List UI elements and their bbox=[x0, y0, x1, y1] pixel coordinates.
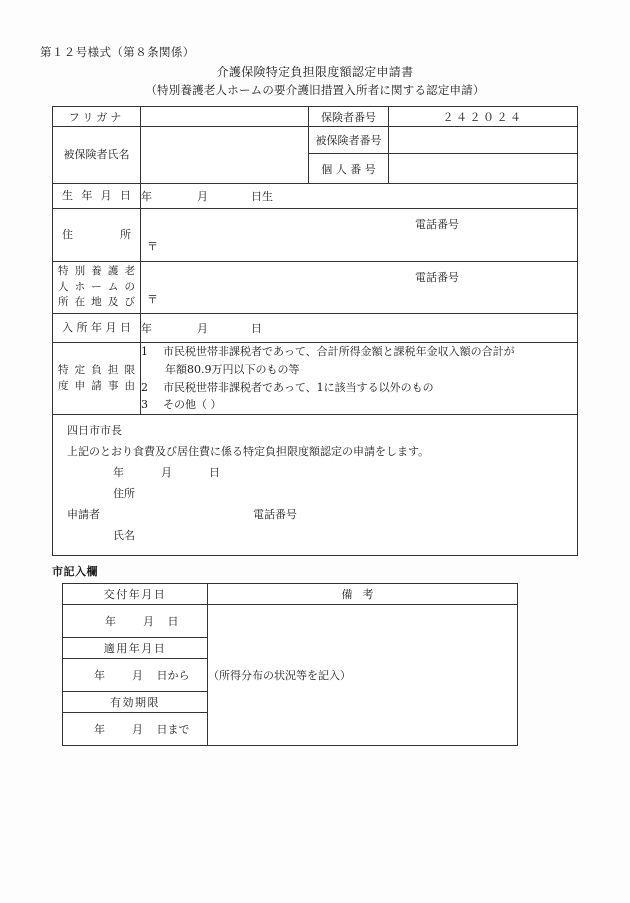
admission-year: 年 bbox=[141, 322, 152, 335]
admission-day: 日 bbox=[251, 322, 262, 335]
insured-number-boxes[interactable] bbox=[389, 127, 578, 154]
table-row-facility bbox=[53, 262, 578, 314]
expiry-date-input[interactable] bbox=[63, 713, 208, 746]
expiry-month: 月 bbox=[132, 723, 143, 736]
reason-option-1[interactable] bbox=[141, 343, 577, 361]
table-row-insured-number bbox=[53, 127, 578, 154]
reason-2-number: 2 bbox=[141, 380, 148, 394]
declaration-addressee: 四日市市長 bbox=[67, 424, 122, 438]
applicant-row bbox=[67, 505, 569, 526]
form-number: 第１２号様式（第８条関係） bbox=[40, 45, 195, 59]
issue-date-month: 月 bbox=[143, 615, 154, 628]
facility-label: 特別養護老 人ホームの 所在地及び bbox=[53, 262, 141, 314]
table-row-issue-header bbox=[63, 584, 518, 605]
address-input[interactable] bbox=[141, 209, 578, 262]
postal-mark-icon: 〒 bbox=[147, 240, 158, 253]
personal-number-label: 個 人 番 号 bbox=[309, 154, 389, 184]
reason-3-number: 3 bbox=[141, 398, 148, 412]
applicant-name-label: 氏名 bbox=[113, 528, 135, 542]
page-title: 介護保険特定負担限度額認定申請書 bbox=[216, 65, 414, 79]
insurer-number-value: ２４２０２４ bbox=[389, 107, 578, 127]
insured-name-input[interactable] bbox=[141, 127, 309, 184]
apply-date-day: 日から bbox=[156, 669, 190, 682]
applicant-tel-label: 電話番号 bbox=[253, 507, 297, 521]
admission-date-input[interactable] bbox=[141, 314, 578, 343]
issue-date-input[interactable] bbox=[63, 605, 208, 638]
table-row-reason bbox=[53, 343, 578, 415]
admission-month: 月 bbox=[197, 322, 208, 335]
applicant-label: 申請者 bbox=[67, 507, 100, 521]
issue-date-day: 日 bbox=[167, 615, 179, 628]
expiry-header: 有効期限 bbox=[63, 692, 208, 713]
facility-tel-label: 電話番号 bbox=[415, 270, 459, 284]
reason-option-2[interactable] bbox=[141, 379, 577, 397]
insurer-number-label: 保険者番号 bbox=[309, 107, 389, 127]
birthdate-input[interactable] bbox=[141, 184, 578, 209]
issue-date-year: 年 bbox=[105, 615, 116, 628]
expiry-year: 年 bbox=[94, 723, 105, 736]
address-tel-label: 電話番号 bbox=[415, 218, 459, 231]
page-subtitle: （特別養護老人ホームの要介護旧措置入所者に関する認定申請） bbox=[145, 83, 485, 97]
declaration-year: 年 bbox=[113, 466, 124, 480]
furigana-label: フリガナ bbox=[53, 107, 141, 127]
address-label: 住所 bbox=[53, 209, 141, 262]
insured-number-label: 被保険者番号 bbox=[309, 127, 389, 154]
declaration-date[interactable] bbox=[67, 463, 569, 484]
table-row-admission bbox=[53, 314, 578, 343]
declaration-day: 日 bbox=[209, 466, 220, 480]
table-row-issue-date bbox=[63, 605, 518, 638]
reason-1-text: 市民税世帯非課税者であって、合計所得金額と課税年金収入額の合計が bbox=[163, 345, 515, 358]
apply-date-month: 月 bbox=[132, 669, 143, 682]
table-row-birthdate bbox=[53, 184, 578, 209]
remarks-input[interactable] bbox=[208, 605, 518, 746]
furigana-input[interactable] bbox=[141, 107, 309, 127]
reason-2-text: 市民税世帯非課税者であって、1に該当する以外のもの bbox=[163, 380, 434, 394]
expiry-day: 日まで bbox=[156, 723, 190, 736]
facility-postal-mark-icon: 〒 bbox=[147, 292, 158, 306]
city-section-label: 市記入欄 bbox=[52, 565, 98, 578]
birthdate-year: 年 bbox=[141, 190, 152, 203]
reason-label: 特定負担限 度申請事由 bbox=[53, 343, 141, 415]
admission-label: 入所年月日 bbox=[53, 314, 141, 343]
city-entry-table bbox=[62, 583, 518, 746]
reason-option-3[interactable] bbox=[141, 396, 577, 414]
table-row-address bbox=[53, 209, 578, 262]
insured-name-label: 被保険者氏名 bbox=[53, 127, 141, 184]
birthdate-label: 生年月日 bbox=[53, 184, 141, 209]
reason-1-number: 1 bbox=[141, 345, 148, 358]
birthdate-day: 日生 bbox=[251, 190, 273, 203]
table-row-furigana bbox=[53, 107, 578, 127]
table-row-declaration bbox=[53, 415, 578, 555]
birthdate-month: 月 bbox=[197, 190, 208, 203]
reason-options[interactable] bbox=[141, 343, 578, 415]
personal-number-boxes[interactable] bbox=[389, 154, 578, 184]
remarks-note: （所得分布の状況等を記入） bbox=[208, 669, 351, 682]
declaration-block bbox=[53, 415, 578, 555]
apply-date-year: 年 bbox=[94, 669, 105, 682]
declaration-month: 月 bbox=[161, 466, 172, 480]
issue-date-header: 交付年月日 bbox=[63, 584, 208, 605]
reason-1-text-cont: 年額80.9万円以下のもの等 bbox=[165, 362, 300, 376]
application-table bbox=[52, 106, 578, 556]
apply-date-input[interactable] bbox=[63, 659, 208, 692]
declaration-statement: 上記のとおり食費及び居住費に係る特定負担限度額認定の申請をします。 bbox=[67, 445, 430, 459]
apply-date-header: 適用年月日 bbox=[63, 638, 208, 659]
applicant-address-label: 住所 bbox=[113, 486, 135, 500]
facility-address-input[interactable] bbox=[141, 262, 578, 314]
remarks-header: 備考 bbox=[208, 584, 518, 605]
reason-3-text: その他（ ） bbox=[163, 398, 222, 412]
